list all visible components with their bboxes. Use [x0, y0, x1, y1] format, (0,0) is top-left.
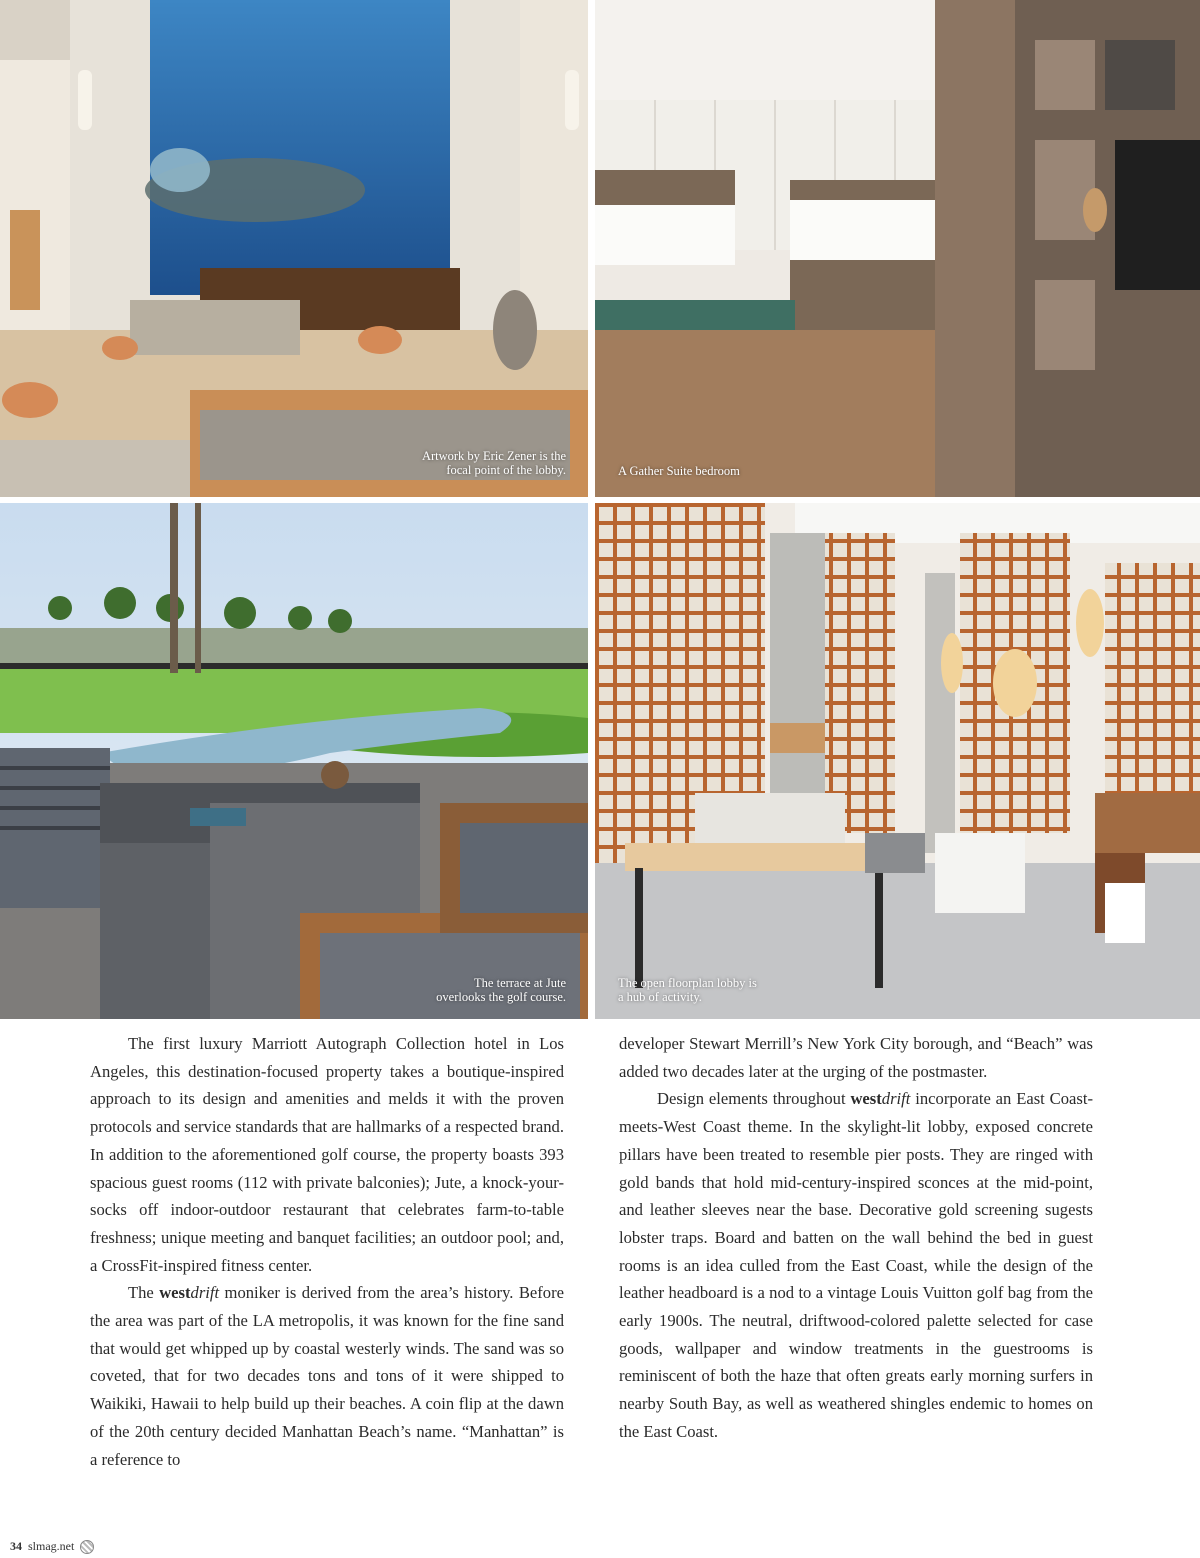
magazine-logo-icon: [80, 1540, 94, 1554]
article-paragraph-2: [90, 1279, 564, 1473]
lobby-caption-line-2: focal point of the lobby.: [446, 463, 566, 477]
bedroom-caption: [618, 464, 740, 478]
article-paragraph-3: developer Stewart Merrill’s New York City borough, and “Beach” was added two decades later at the urging of the postmaster.: [619, 1034, 1093, 1081]
terrace-caption-line-2: overlooks the golf course.: [436, 990, 566, 1004]
brand-name-italic: drift: [190, 1283, 220, 1303]
terrace-caption: [436, 976, 566, 1004]
site-url: slmag.net: [28, 1539, 75, 1553]
photo-floorplan: [595, 503, 1200, 1019]
brand-name-bold: west: [850, 1089, 882, 1109]
bedroom-caption-line-1: A Gather Suite bedroom: [618, 464, 740, 478]
paragraph-4-body: incorporate an East Coast-meets-West Coast theme. In the skylight-lit lobby, exposed concrete pillars have been treated to resemble pier posts. They are ringed with gold bands that hold mid-century-inspired sconces at the mid-point, and leather sleeves near the base. Decorative gold screening sugests lobster traps. Board and batten on the wall behind the bed in guest rooms is an idea culled from the East Coast, while the design of the leather headboard is a nod to a vintage Louis Vuitton golf bag from the early 1900s. The neutral, driftwood-colored palette selected for case goods, wallpaper and window treatments in the guestrooms is reminiscent of both the haze that often greats early morning surfers in nearby South Bay, as well as weathered shingles endemic to homes on the East Coast.: [619, 1089, 1093, 1441]
lobby-caption-line-1: Artwork by Eric Zener is the: [421, 449, 566, 463]
floorplan-caption-line-1: The open floorplan lobby is: [618, 976, 757, 990]
article-paragraph-4: [619, 1085, 1093, 1445]
photo-bedroom: [595, 0, 1200, 497]
article-column-left: [90, 1030, 564, 1473]
lobby-image: [0, 0, 588, 497]
brand-name-bold: west: [159, 1283, 191, 1303]
bedroom-image: [595, 0, 1200, 497]
paragraph-2-lead: The: [128, 1283, 160, 1303]
terrace-caption-line-1: The terrace at Jute: [474, 976, 566, 990]
page-folio: [10, 1539, 94, 1554]
floorplan-caption: [618, 976, 757, 1004]
lobby-caption: [422, 449, 566, 477]
brand-name-italic: drift: [881, 1089, 911, 1109]
page-number: 34: [10, 1539, 22, 1553]
article-paragraph-1: The first luxury Marriott Autograph Collection hotel in Los Angeles, this destination-focused property takes a boutique-inspired approach to its design and amenities and melds it with the proven protocols and service standards that are hallmarks of a respected brand. In addition to the aforementioned golf course, the property boasts 393 spacious guest rooms (112 with private balconies); Jute, a knock-your-socks off indoor-outdoor restaurant that celebrates farm-to-table freshness; unique meeting and banquet facilities; an outdoor pool; and, a CrossFit-inspired fitness center.: [90, 1034, 564, 1275]
paragraph-2-body: moniker is derived from the area’s history. Before the area was part of the LA metropolis, it was known for the fine sand that would get whipped up by coastal westerly winds. The sand was so coveted, that for two decades tons and tons of it were shipped to Waikiki, Hawaii to help build up their beaches. A coin flip at the dawn of the 20th century decided Manhattan Beach’s name. “Manhattan” is a reference to: [90, 1283, 564, 1469]
floorplan-caption-line-2: a hub of activity.: [618, 990, 702, 1004]
article-column-right: [619, 1030, 1093, 1446]
photo-terrace: [0, 503, 588, 1019]
photo-lobby: [0, 0, 588, 497]
paragraph-4-lead: Design elements throughout: [657, 1089, 851, 1109]
floorplan-image: [595, 503, 1200, 1019]
terrace-image: [0, 503, 588, 1019]
